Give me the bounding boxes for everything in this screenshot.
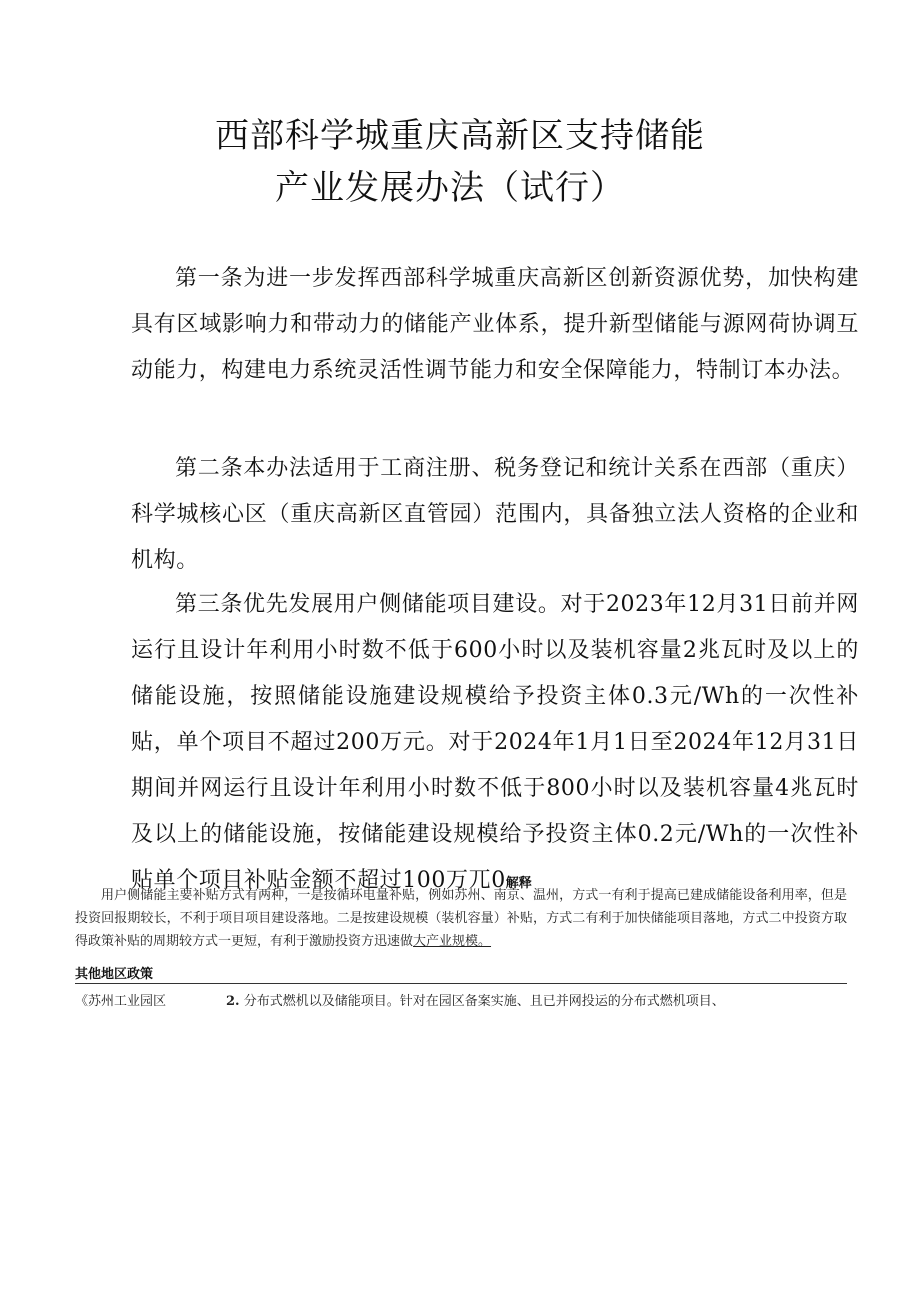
article-3 bbox=[131, 582, 859, 907]
other-regions-item-text: 分布式燃机以及储能项目。针对在园区备案实施、且已并网投运的分布式燃机项目、 bbox=[243, 994, 725, 1009]
other-regions-item-number: 2. bbox=[226, 994, 240, 1009]
article-1: 第一条为进一步发挥西部科学城重庆高新区创新资源优势，加快构建具有区域影响力和带动力的储能产业体系，提升新型储能与源网荷协调互动能力，构建电力系统灵活性调节能力和安全保障能力，特制订本办法。 bbox=[131, 266, 859, 383]
annotation-note-text: 用户侧储能主要补贴方式有两种，一是按循环电量补贴，例如苏州、南京、温州，方式一有利于提高已建成储能设备利用率，但是投资回报期较长，不利于项目项目建设落地。二是按建设规模（装机容量）补贴，方式二有利于加快储能项目落地，方式二中投资方取得政策补贴的周期较方式一更短，有利于激励投资方迅速做 bbox=[75, 888, 847, 949]
annotation-note bbox=[75, 884, 847, 953]
other-regions-source: 《苏州工业园区 bbox=[75, 994, 167, 1009]
document-title-line2: 产业发展办法（试行） bbox=[275, 168, 625, 208]
article-3-note-label: 解释 bbox=[505, 876, 532, 891]
other-regions-section-title: 其他地区政策 bbox=[75, 963, 847, 984]
document-title-line1: 西部科学城重庆高新区支持储能 bbox=[215, 116, 705, 156]
annotation-note-underlined: 大产业规模。 bbox=[413, 934, 492, 949]
other-regions-content bbox=[226, 990, 725, 1009]
article-2: 第二条本办法适用于工商注册、税务登记和统计关系在西部（重庆）科学城核心区（重庆高新区直管园）范围内，具备独立法人资格的企业和机构。 bbox=[131, 456, 859, 573]
article-3-text: 第三条优先发展用户侧储能项目建设。对于2023年12月31日前并网运行且设计年利用小时数不低于600小时以及装机容量2兆瓦时及以上的储能设施，按照储能设施建设规模给予投资主体0.3元/Wh的一次性补贴，单个项目不超过200万元。对于2024年1月1日至2024年12月31日期间并网运行且设计年利用小时数不低于800小时以及装机容量4兆瓦时及以上的储能设施，按储能建设规模给予投资主体0.2元/Wh的一次性补贴单个项目补贴金额不超过100万兀0 bbox=[131, 592, 859, 893]
